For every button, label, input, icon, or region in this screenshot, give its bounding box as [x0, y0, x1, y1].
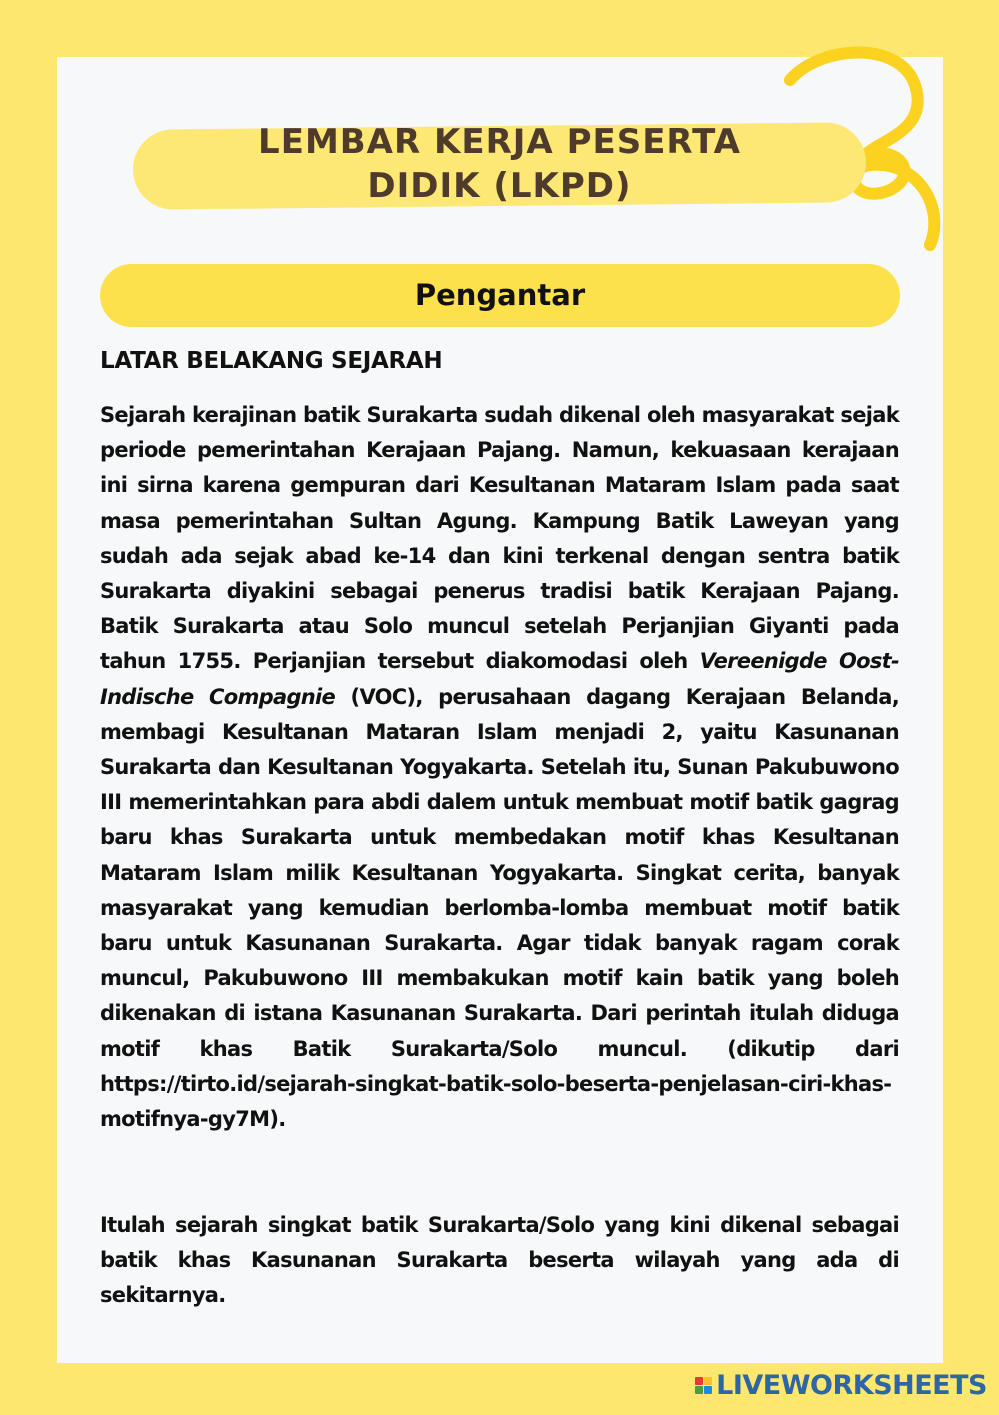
section-heading: LATAR BELAKANG SEJARAH	[100, 348, 443, 374]
page-title	[133, 120, 866, 208]
brand-text: LIVEWORKSHEETS	[716, 1370, 987, 1401]
history-text-part2: (VOC), perusahaan dagang Kerajaan Belanda, membagi Kesultanan Mataran Islam menjadi 2, yaitu Kasunanan Surakarta dan Kesultanan Yogyakarta. Setelah itu, Sunan Pakubuwono III memerintahkan para abdi dalem untuk membuat motif batik gagrag baru khas Surakarta untuk membedakan motif khas Kesultanan Mataram Islam milik Kesultanan Yogyakarta. Singkat cerita, banyak masyarakat yang kemudian berlomba-lomba membuat motif batik baru untuk Kasunanan Surakarta. Agar tidak banyak ragam corak muncul, Pakubuwono III membakukan motif kain batik yang boleh dikenakan di istana Kasunanan Surakarta. Dari perintah itulah diduga motif khas Batik Surakarta/Solo muncul. (dikutip dari https://tirto.id/sejarah-singkat-batik-solo-beserta-penjelasan-ciri-khas-motifnya-gy7M).	[100, 684, 899, 1132]
history-text-italic: Vereenigde Oost-Indische Compagnie	[100, 649, 899, 709]
liveworksheets-logo-icon	[695, 1377, 712, 1394]
section-pill-label: Pengantar	[100, 264, 900, 327]
closing-paragraph: Itulah sejarah singkat batik Surakarta/Solo yang kini dikenal sebagai batik khas Kasunanan Surakarta beserta wilayah yang ada di sekitarnya.	[100, 1213, 899, 1308]
page-title-line1: LEMBAR KERJA PESERTA	[258, 122, 741, 162]
page-title-line2: DIDIK (LKPD)	[367, 166, 632, 206]
history-text-part1: Sejarah kerajinan batik Surakarta sudah dikenal oleh masyarakat sejak periode pemerintahan Kerajaan Pajang. Namun, kekuasaan kerajaan ini sirna karena gempuran dari Kesultanan Mataram Islam pada saat masa pemerintahan Sultan Agung. Kampung Batik Laweyan yang sudah ada sejak abad ke-14 dan kini terkenal dengan sentra batik Surakarta diyakini sebagai penerus tradisi batik Kerajaan Pajang. Batik Surakarta atau Solo muncul setelah Perjanjian Giyanti pada tahun 1755. Perjanjian tersebut diakomodasi oleh	[100, 403, 899, 674]
liveworksheets-brand	[695, 1370, 987, 1401]
history-paragraph	[100, 398, 899, 1137]
